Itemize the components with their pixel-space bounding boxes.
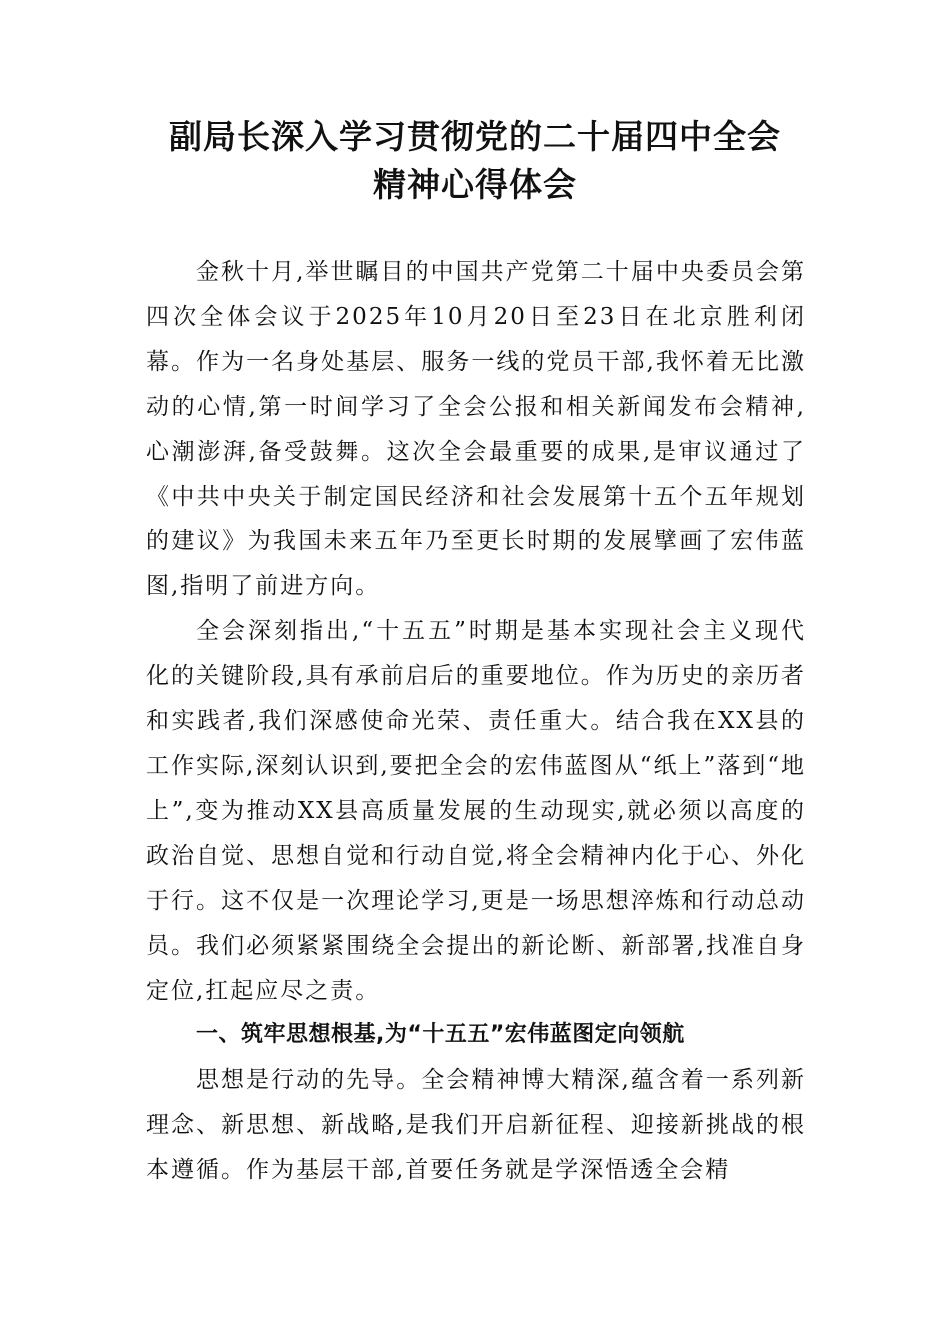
- paragraph-intro: 金秋十月,举世瞩目的中国共产党第二十届中央委员会第四次全体会议于2025年10月20日至23日在北京胜利闭幕。作为一名身处基层、服务一线的党员干部,我怀着无比激动的心情,第一时间学习了全会公报和相关新闻发布会精神,心潮澎湃,备受鼓舞。这次全会最重要的成果,是审议通过了《中共中央关于制定国民经济和社会发展第十五个五年规划的建议》为我国未来五年乃至更长时期的发展擘画了宏伟蓝图,指明了前进方向。: [146, 259, 806, 600]
- section-heading-1: 一、筑牢思想根基,为“十五五”宏伟蓝图定向领航: [196, 1022, 685, 1048]
- paragraph-second: 全会深刻指出,“十五五”时期是基本实现社会主义现代化的关键阶段,具有承前启后的重要地位。作为历史的亲历者和实践者,我们深感使命光荣、责任重大。结合我在XX县的工作实际,深刻认识到,要把全会的宏伟蓝图从“纸上”落到“地上”,变为推动XX县高质量发展的生动现实,就必须以高度的政治自觉、思想自觉和行动自觉,将全会精神内化于心、外化于行。这不仅是一次理论学习,更是一场思想淬炼和行动总动员。我们必须紧紧围绕全会提出的新论断、新部署,找准自身定位,扛起应尽之责。: [146, 618, 806, 1004]
- document-title-line-2: 精神心得体会: [373, 165, 577, 204]
- document-body: [146, 250, 806, 1193]
- document-title-line-1: 副局长深入学习贯彻党的二十届四中全会: [169, 117, 781, 156]
- paragraph-section-1: 思想是行动的先导。全会精神博大精深,蕴含着一系列新理念、新思想、新战略,是我们开启新征程、迎接新挑战的根本遵循。作为基层干部,首要任务就是学深悟透全会精: [146, 1067, 806, 1184]
